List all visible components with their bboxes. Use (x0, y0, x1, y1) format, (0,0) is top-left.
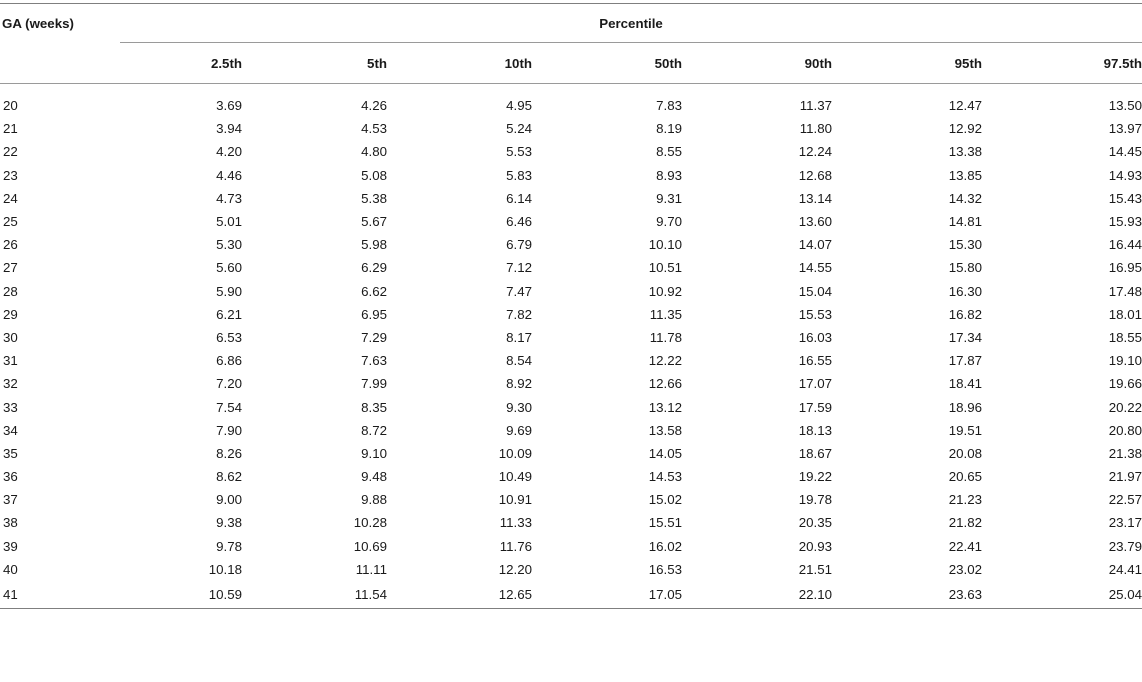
percentile-group-header: Percentile (120, 4, 1142, 43)
percentile-value-cell: 19.78 (798, 492, 832, 508)
percentile-value-cell: 7.47 (506, 283, 532, 299)
ga-cell: 31 (3, 353, 18, 369)
table-row (0, 210, 1142, 233)
ga-cell: 30 (3, 329, 18, 345)
percentile-value-cell: 9.10 (361, 445, 387, 461)
table-row (0, 372, 1142, 395)
percentile-value-cell: 11.11 (355, 561, 387, 577)
percentile-value-cell: 15.02 (648, 492, 682, 508)
percentile-value-cell: 8.62 (216, 469, 242, 485)
percentile-value-cell: 5.90 (216, 283, 242, 299)
percentile-value-cell: 8.72 (361, 422, 387, 438)
ga-header-spacer (0, 43, 120, 84)
percentile-value-cell: 9.88 (361, 492, 387, 508)
percentile-value-cell: 7.12 (506, 260, 532, 276)
column-header: 97.5th (982, 43, 1142, 84)
percentile-value-cell: 21.97 (1108, 469, 1142, 485)
percentile-value-cell: 5.08 (361, 167, 387, 183)
percentile-value-cell: 14.93 (1108, 167, 1142, 183)
column-header: 50th (532, 43, 682, 84)
percentile-value-cell: 6.62 (361, 283, 387, 299)
ga-cell: 23 (3, 167, 18, 183)
percentile-value-cell: 7.82 (506, 306, 532, 322)
table-row (0, 256, 1142, 279)
percentile-value-cell: 11.33 (499, 515, 532, 531)
percentile-value-cell: 15.80 (948, 260, 982, 276)
percentile-value-cell: 8.54 (506, 353, 532, 369)
percentile-value-cell: 7.83 (656, 98, 682, 114)
percentile-value-cell: 7.63 (361, 353, 387, 369)
ga-cell: 24 (3, 190, 18, 206)
percentile-value-cell: 8.55 (656, 144, 682, 160)
percentile-value-cell: 17.59 (798, 399, 832, 415)
ga-cell: 40 (3, 561, 18, 577)
percentile-value-cell: 5.01 (216, 214, 242, 230)
table-row (0, 164, 1142, 187)
percentile-value-cell: 10.91 (498, 492, 532, 508)
percentile-value-cell: 13.60 (798, 214, 832, 230)
percentile-value-cell: 8.19 (656, 121, 682, 137)
ga-cell: 27 (3, 260, 18, 276)
percentile-value-cell: 21.38 (1108, 445, 1142, 461)
column-header: 5th (242, 43, 387, 84)
percentile-value-cell: 22.41 (948, 538, 982, 554)
header-row-columns (0, 43, 1142, 84)
percentile-value-cell: 9.38 (216, 515, 242, 531)
percentile-value-cell: 15.51 (648, 515, 682, 531)
column-header: 95th (832, 43, 982, 84)
percentile-value-cell: 15.30 (948, 237, 982, 253)
percentile-value-cell: 21.82 (948, 515, 982, 531)
ga-cell: 34 (3, 422, 18, 438)
percentile-value-cell: 6.29 (361, 260, 387, 276)
table-row (0, 140, 1142, 163)
percentile-value-cell: 17.48 (1108, 283, 1142, 299)
percentile-value-cell: 13.38 (948, 144, 982, 160)
percentile-value-cell: 10.69 (353, 538, 387, 554)
header-row-group (0, 4, 1142, 43)
percentile-value-cell: 4.20 (216, 144, 242, 160)
ga-column-header: GA (weeks) (0, 4, 120, 43)
percentile-value-cell: 5.38 (361, 190, 387, 206)
percentile-value-cell: 19.22 (798, 469, 832, 485)
table-row (0, 326, 1142, 349)
percentile-value-cell: 10.28 (353, 515, 387, 531)
percentile-value-cell: 7.20 (216, 376, 242, 392)
table-row (0, 465, 1142, 488)
percentile-value-cell: 19.51 (948, 422, 982, 438)
percentile-value-cell: 11.37 (799, 98, 832, 114)
percentile-value-cell: 7.99 (361, 376, 387, 392)
percentile-value-cell: 12.65 (387, 581, 532, 609)
table-row (0, 558, 1142, 581)
percentile-value-cell: 4.46 (216, 167, 242, 183)
ga-cell: 38 (3, 515, 18, 531)
percentile-value-cell: 9.70 (656, 214, 682, 230)
percentile-value-cell: 8.35 (361, 399, 387, 415)
percentile-value-cell: 23.17 (1108, 515, 1142, 531)
percentile-table (0, 3, 1142, 609)
percentile-value-cell: 12.68 (798, 167, 832, 183)
percentile-value-cell: 15.93 (1108, 214, 1142, 230)
table-header (0, 4, 1142, 84)
table-row (0, 303, 1142, 326)
percentile-value-cell: 16.55 (798, 353, 832, 369)
percentile-value-cell: 14.53 (648, 469, 682, 485)
ga-cell: 29 (3, 306, 18, 322)
percentile-value-cell: 24.41 (1108, 561, 1142, 577)
ga-cell: 35 (3, 445, 18, 461)
percentile-value-cell: 18.67 (798, 445, 832, 461)
table-row (0, 233, 1142, 256)
percentile-value-cell: 23.63 (832, 581, 982, 609)
percentile-value-cell: 16.44 (1108, 237, 1142, 253)
percentile-value-cell: 20.65 (948, 469, 982, 485)
percentile-value-cell: 22.57 (1108, 492, 1142, 508)
percentile-value-cell: 20.22 (1108, 399, 1142, 415)
percentile-value-cell: 18.13 (798, 422, 832, 438)
percentile-value-cell: 4.26 (361, 98, 387, 114)
percentile-value-cell: 20.35 (798, 515, 832, 531)
percentile-value-cell: 14.05 (648, 445, 682, 461)
percentile-value-cell: 16.30 (948, 283, 982, 299)
percentile-value-cell: 5.67 (361, 214, 387, 230)
percentile-value-cell: 10.18 (208, 561, 242, 577)
percentile-value-cell: 6.21 (216, 306, 242, 322)
percentile-value-cell: 18.96 (948, 399, 982, 415)
ga-cell: 41 (0, 581, 120, 609)
ga-cell: 21 (3, 121, 18, 137)
table-row (0, 419, 1142, 442)
percentile-value-cell: 6.14 (506, 190, 532, 206)
percentile-value-cell: 5.83 (506, 167, 532, 183)
table-row (0, 395, 1142, 418)
percentile-value-cell: 20.08 (948, 445, 982, 461)
percentile-value-cell: 14.45 (1108, 144, 1142, 160)
percentile-value-cell: 11.78 (649, 329, 682, 345)
percentile-value-cell: 21.51 (798, 561, 832, 577)
percentile-value-cell: 10.10 (648, 237, 682, 253)
percentile-value-cell: 20.93 (798, 538, 832, 554)
percentile-value-cell: 16.53 (648, 561, 682, 577)
percentile-value-cell: 4.53 (361, 121, 387, 137)
percentile-value-cell: 8.93 (656, 167, 682, 183)
percentile-value-cell: 5.60 (216, 260, 242, 276)
percentile-value-cell: 13.50 (1108, 98, 1142, 114)
percentile-value-cell: 11.80 (799, 121, 832, 137)
percentile-value-cell: 6.53 (216, 329, 242, 345)
percentile-value-cell: 5.24 (506, 121, 532, 137)
table-row (0, 84, 1142, 118)
percentile-value-cell: 6.95 (361, 306, 387, 322)
percentile-value-cell: 12.92 (948, 121, 982, 137)
percentile-value-cell: 5.30 (216, 237, 242, 253)
table-row (0, 511, 1142, 534)
percentile-value-cell: 4.80 (361, 144, 387, 160)
percentile-value-cell: 10.59 (120, 581, 242, 609)
percentile-value-cell: 11.35 (649, 306, 682, 322)
percentile-value-cell: 11.76 (499, 538, 532, 554)
percentile-value-cell: 16.02 (648, 538, 682, 554)
percentile-value-cell: 16.95 (1108, 260, 1142, 276)
percentile-value-cell: 12.66 (648, 376, 682, 392)
ga-cell: 26 (3, 237, 18, 253)
percentile-value-cell: 7.90 (216, 422, 242, 438)
percentile-value-cell: 6.46 (506, 214, 532, 230)
percentile-value-cell: 7.29 (361, 329, 387, 345)
percentile-value-cell: 16.03 (798, 329, 832, 345)
percentile-value-cell: 12.22 (648, 353, 682, 369)
table-row (0, 581, 1142, 609)
percentile-value-cell: 4.73 (216, 190, 242, 206)
percentile-value-cell: 3.94 (216, 121, 242, 137)
ga-cell: 20 (3, 98, 18, 114)
percentile-value-cell: 5.53 (506, 144, 532, 160)
percentile-value-cell: 4.95 (506, 98, 532, 114)
percentile-value-cell: 9.69 (506, 422, 532, 438)
percentile-value-cell: 22.10 (682, 581, 832, 609)
percentile-value-cell: 8.17 (506, 329, 532, 345)
percentile-value-cell: 20.80 (1108, 422, 1142, 438)
percentile-value-cell: 9.31 (656, 190, 682, 206)
percentile-value-cell: 14.32 (948, 190, 982, 206)
percentile-value-cell: 14.55 (798, 260, 832, 276)
percentile-value-cell: 13.97 (1108, 121, 1142, 137)
percentile-value-cell: 21.23 (948, 492, 982, 508)
column-header: 2.5th (120, 43, 242, 84)
percentile-value-cell: 10.51 (648, 260, 682, 276)
table-row (0, 349, 1142, 372)
percentile-value-cell: 12.47 (948, 98, 982, 114)
percentile-value-cell: 12.24 (798, 144, 832, 160)
percentile-value-cell: 18.41 (948, 376, 982, 392)
percentile-value-cell: 17.34 (948, 329, 982, 345)
ga-cell: 32 (3, 376, 18, 392)
table-row (0, 280, 1142, 303)
percentile-value-cell: 15.53 (798, 306, 832, 322)
percentile-value-cell: 14.07 (798, 237, 832, 253)
percentile-value-cell: 10.92 (648, 283, 682, 299)
table-row (0, 535, 1142, 558)
percentile-value-cell: 3.69 (216, 98, 242, 114)
percentile-value-cell: 17.87 (948, 353, 982, 369)
percentile-value-cell: 9.30 (506, 399, 532, 415)
ga-cell: 37 (3, 492, 18, 508)
percentile-value-cell: 10.09 (498, 445, 532, 461)
percentile-value-cell: 19.66 (1108, 376, 1142, 392)
percentile-value-cell: 6.79 (506, 237, 532, 253)
percentile-value-cell: 19.10 (1108, 353, 1142, 369)
column-header: 90th (682, 43, 832, 84)
ga-cell: 25 (3, 214, 18, 230)
percentile-value-cell: 9.48 (361, 469, 387, 485)
percentile-value-cell: 15.04 (798, 283, 832, 299)
table-row (0, 187, 1142, 210)
percentile-value-cell: 5.98 (361, 237, 387, 253)
column-header: 10th (387, 43, 532, 84)
percentile-value-cell: 25.04 (982, 581, 1142, 609)
table-row (0, 442, 1142, 465)
table-row (0, 117, 1142, 140)
percentile-value-cell: 9.00 (216, 492, 242, 508)
table-body (0, 84, 1142, 609)
percentile-value-cell: 8.92 (506, 376, 532, 392)
percentile-value-cell: 7.54 (216, 399, 242, 415)
percentile-value-cell: 8.26 (216, 445, 242, 461)
ga-cell: 39 (3, 538, 18, 554)
percentile-value-cell: 23.79 (1108, 538, 1142, 554)
ga-cell: 28 (3, 283, 18, 299)
percentile-value-cell: 14.81 (948, 214, 982, 230)
percentile-value-cell: 6.86 (216, 353, 242, 369)
ga-cell: 36 (3, 469, 18, 485)
percentile-value-cell: 13.12 (648, 399, 682, 415)
percentile-value-cell: 12.20 (498, 561, 532, 577)
percentile-value-cell: 13.14 (798, 190, 832, 206)
percentile-value-cell: 9.78 (216, 538, 242, 554)
percentile-value-cell: 13.85 (948, 167, 982, 183)
ga-cell: 33 (3, 399, 18, 415)
percentile-value-cell: 16.82 (948, 306, 982, 322)
percentile-value-cell: 18.01 (1108, 306, 1142, 322)
percentile-value-cell: 11.54 (242, 581, 387, 609)
ga-cell: 22 (3, 144, 18, 160)
percentile-value-cell: 23.02 (948, 561, 982, 577)
percentile-value-cell: 15.43 (1108, 190, 1142, 206)
percentile-value-cell: 18.55 (1108, 329, 1142, 345)
percentile-value-cell: 17.07 (798, 376, 832, 392)
percentile-value-cell: 13.58 (648, 422, 682, 438)
percentile-value-cell: 10.49 (498, 469, 532, 485)
percentile-value-cell: 17.05 (532, 581, 682, 609)
table-row (0, 488, 1142, 511)
